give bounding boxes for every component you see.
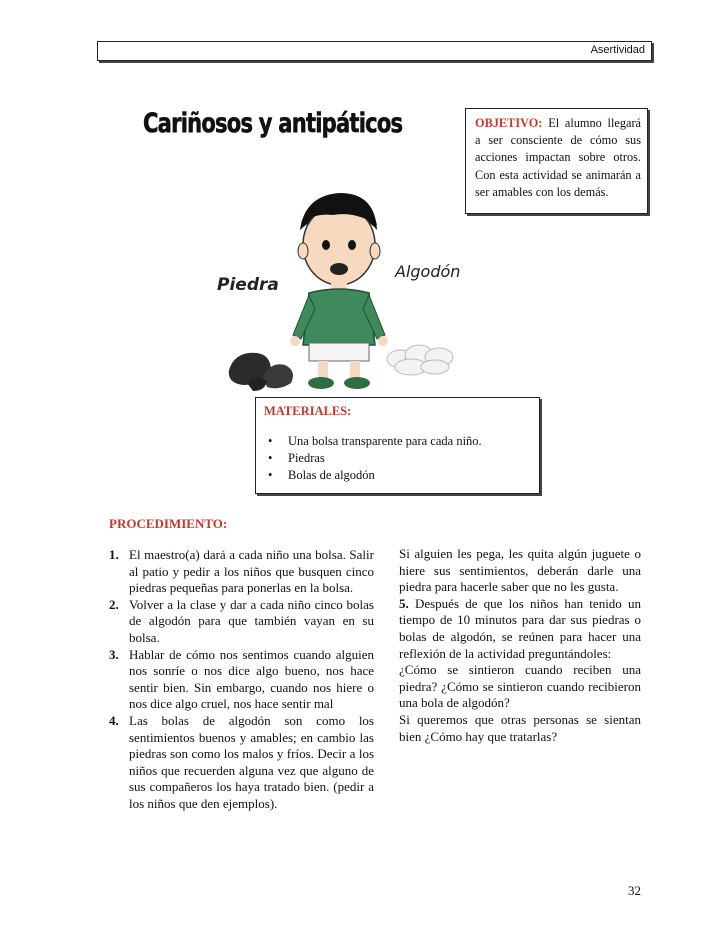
header-bar: [97, 41, 652, 61]
materials-list: [264, 433, 531, 484]
stones-icon: [229, 353, 293, 391]
boy-sweater: [303, 289, 375, 345]
procedure-right-column: [399, 546, 641, 745]
page-number: 32: [628, 883, 641, 898]
objective-box: [465, 108, 648, 214]
materials-box: [255, 397, 540, 494]
list-item: • Una bolsa transparente para cada niño.: [288, 433, 531, 450]
algodon-label: Algodón: [395, 262, 461, 281]
objective-text: El alumno llegará a ser consciente de cómo sus acciones impactan sobre otros. Con esta actividad se animarán a ser amables con los demás.: [475, 116, 641, 199]
boy-illustration: [205, 185, 470, 400]
procedure-step: 4. Las bolas de algodón son como los sentimientos buenos y amables; en cambio las piedras son como los malos y fríos. Decir a los niños que recuerden alguna vez que alguno de sus compañeros los haya tratado bien. (pedir a los niños que den ejemplos).: [109, 712, 374, 811]
objective-label: OBJETIVO:: [475, 116, 543, 130]
procedure-intro: Si alguien les pega, les quita algún juguete o hiere sus sentimientos, deberán darle una piedra para hacerle saber que no les gusta.: [399, 546, 641, 595]
boy-shoe-right: [344, 377, 370, 389]
piedra-label: Piedra: [217, 275, 279, 295]
procedure-question-1: ¿Cómo se sintieron cuando reciben una piedra? ¿Cómo se sintieron cuando recibieron una bola de algodón?: [399, 662, 641, 711]
procedure-step-5: 5. Después de que los niños han tenido un tiempo de 10 minutos para dar sus piedras o bolas de algodón, se reúnen para hacer una reflexión de la actividad preguntándoles:: [399, 595, 641, 661]
boy-shorts: [309, 343, 369, 361]
procedure-step: 1. El maestro(a) dará a cada niño una bolsa. Salir al patio y pedir a los niños que busquen cinco piedras pequeñas para ponerlas en la bolsa.: [109, 547, 374, 596]
procedure-left-column: [109, 547, 374, 813]
boy-mouth: [330, 263, 348, 275]
list-item: • Piedras: [288, 450, 531, 467]
procedure-question-2: Si queremos que otras personas se sientan bien ¿Cómo hay que tratarlas?: [399, 711, 641, 744]
header-label: Asertividad: [590, 44, 645, 56]
boy-shoe-left: [308, 377, 334, 389]
boy-eye-right: [348, 240, 356, 250]
cotton-icon: [387, 345, 453, 375]
materials-label: MATERIALES:: [264, 404, 352, 418]
boy-eye-left: [322, 240, 330, 250]
list-item: • Bolas de algodón: [288, 467, 531, 484]
procedure-title: PROCEDIMIENTO:: [109, 516, 228, 531]
procedure-step: 3. Hablar de cómo nos sentimos cuando alguien nos sonríe o nos dice algo bueno, nos hace sentir bien. Sin embargo, cuando nos hiere o nos dice algo cruel, nos hace sentir mal: [109, 646, 374, 712]
procedure-step: 2. Volver a la clase y dar a cada niño cinco bolas de algodón para que también vayan en su bolsa.: [109, 596, 374, 645]
page-title: Cariñosos y antipáticos: [143, 108, 403, 139]
